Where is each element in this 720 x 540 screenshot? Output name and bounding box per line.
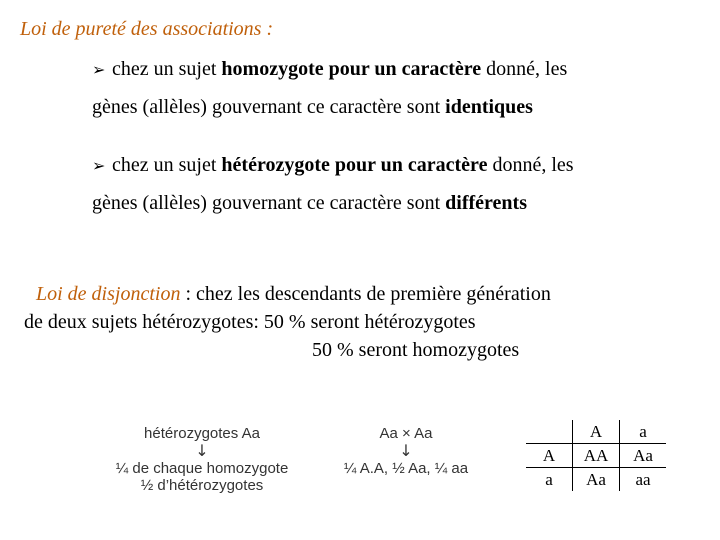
punnett-header-row xyxy=(526,420,666,444)
punnett-row xyxy=(526,444,666,468)
bullet2-line1 xyxy=(92,154,574,177)
bullet1-text-end: donné, les xyxy=(481,58,568,80)
punnett-cell: A xyxy=(573,420,620,444)
punnett-cell: a xyxy=(526,468,573,492)
bullet1-line2-bold: identiques xyxy=(445,96,533,118)
punnett-cell: A xyxy=(526,444,573,468)
cross2-diagram xyxy=(326,425,486,477)
cross2-parents: Aa × Aa xyxy=(379,425,433,442)
bullet1-text: chez un sujet xyxy=(112,58,222,80)
punnett-cell: Aa xyxy=(573,468,620,492)
cross1-result2: ½ d’hétérozygotes xyxy=(140,477,264,494)
punnett-row xyxy=(526,468,666,492)
cross1-parents: hétérozygotes Aa xyxy=(144,425,260,442)
law2-title: Loi de disjonction xyxy=(36,283,181,305)
punnett-cell xyxy=(526,420,573,444)
bullet1-bold: homozygote pour un caractère xyxy=(221,58,482,80)
bullet1-line1 xyxy=(92,58,567,81)
arrow-bullet-icon: ➢ xyxy=(92,60,106,79)
law2-line1 xyxy=(36,283,551,305)
bullet1-line2 xyxy=(92,96,533,119)
punnett-cell: AA xyxy=(573,444,620,468)
down-arrow-icon: ↓ xyxy=(399,441,413,460)
bullet2-text: chez un sujet xyxy=(112,154,222,176)
law2-line1-rest: : chez les descendants de première génération xyxy=(180,283,551,305)
cross1-result1: ¼ de chaque homozygote xyxy=(115,460,289,477)
bullet2-line2 xyxy=(92,192,527,215)
punnett-cell: Aa xyxy=(620,444,667,468)
law1-title: Loi de pureté des associations : xyxy=(20,18,274,40)
down-arrow-icon: ↓ xyxy=(195,441,209,460)
bullet2-bold: hétérozygote pour un caractère xyxy=(221,154,488,176)
cross2-result: ¼ A.A, ½ Aa, ¼ aa xyxy=(343,460,469,477)
bullet2-line2-text: gènes (allèles) gouvernant ce caractère sont xyxy=(92,192,446,214)
bullet2-text-end: donné, les xyxy=(487,154,574,176)
law2-line2: de deux sujets hétérozygotes: 50 % seront hétérozygotes xyxy=(24,311,476,333)
bullet2-line2-bold: différents xyxy=(445,192,527,214)
arrow-bullet-icon: ➢ xyxy=(92,156,106,175)
punnett-cell: aa xyxy=(620,468,667,492)
punnett-square xyxy=(526,420,666,491)
law2-line3: 50 % seront homozygotes xyxy=(312,339,520,361)
punnett-cell: a xyxy=(620,420,667,444)
bullet1-line2-text: gènes (allèles) gouvernant ce caractère sont xyxy=(92,96,446,118)
cross1-diagram xyxy=(112,425,292,494)
law2-paragraph xyxy=(24,280,551,364)
